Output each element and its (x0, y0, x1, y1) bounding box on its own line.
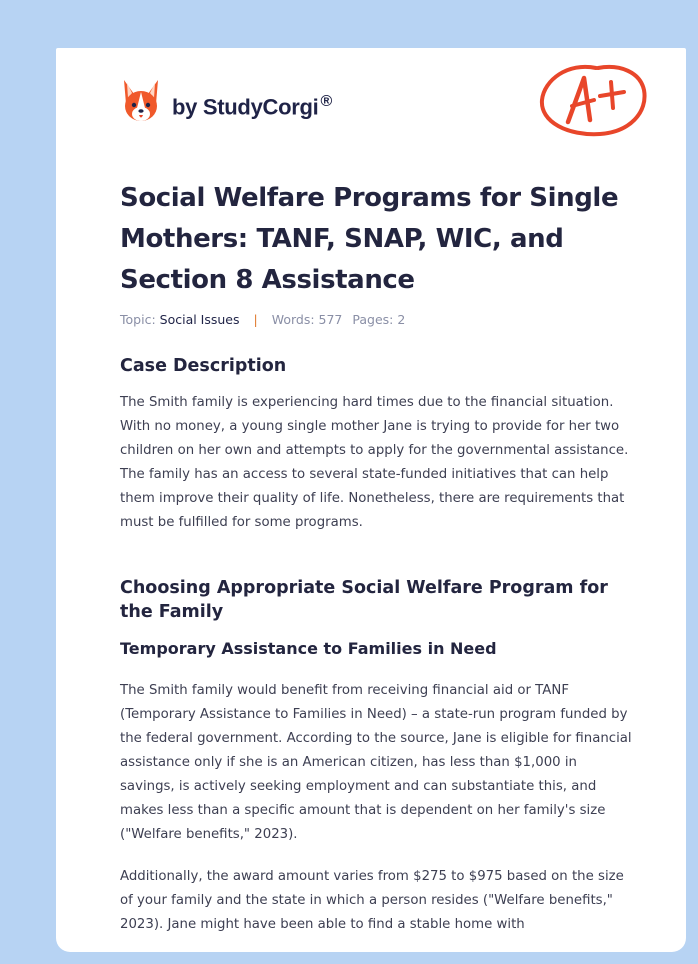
tanf-paragraph-1: The Smith family would benefit from receiving financial aid or TANF (Temporary Assistance to Families in Need) – a state-run program funded by the federal government. According to the source, Jane is eligible for financial assistance only if she is an American citizen, has less than $1,000 in savings, is actively seeking employment and can substantiate this, and makes less than a specific amount that is dependent on her family's size ("Welfare benefits," 2023). (120, 683, 632, 842)
document-page (56, 48, 686, 952)
topic-label: Topic: (120, 312, 156, 327)
case-description-heading: Case Description (120, 356, 287, 376)
tanf-heading: Temporary Assistance to Families in Need (120, 639, 497, 658)
choosing-program-heading: Choosing Appropriate Social Welfare Program for the Family (120, 578, 608, 622)
brand-name: by StudyCorgi ® (172, 93, 332, 120)
case-description-text: The Smith family is experiencing hard times due to the financial situation. With no money, a young single mother Jane is trying to provide for her two children on her own and attempts to apply for the governmental assistance. The family has an access to several state-funded initiatives that can help them improve their quality of life. Nonetheless, there are requirements that must be fulfilled for some programs. (120, 395, 629, 530)
word-count: Words: 577 (271, 312, 343, 327)
document-meta (120, 312, 405, 327)
a-plus-grade-icon (538, 60, 650, 140)
corgi-logo-icon (120, 78, 162, 124)
page-title: Social Welfare Programs for Single Mothers: TANF, SNAP, WIC, and Section 8 Assistance (120, 183, 619, 295)
tanf-paragraph-2: Additionally, the award amount varies from $275 to $975 based on the size of your family and the state in which a person resides ("Welfare benefits," 2023). Jane might have been able to find a stable home with (120, 869, 624, 932)
topic-link[interactable]: Social Issues (159, 312, 240, 327)
page-count: Pages: 2 (352, 312, 406, 327)
meta-separator: | (253, 312, 258, 327)
brand-logo[interactable] (120, 76, 332, 126)
